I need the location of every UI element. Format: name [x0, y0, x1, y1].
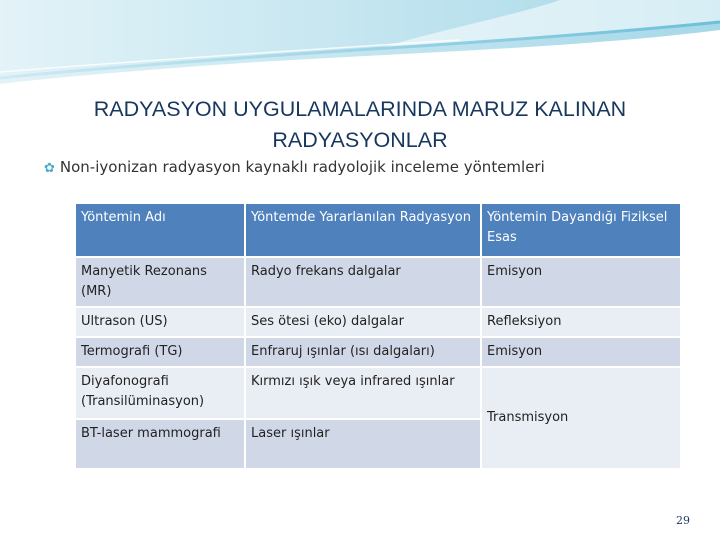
table-cell: Termografi (TG) [75, 337, 245, 367]
table-cell: Emisyon [481, 337, 681, 367]
table-row [75, 307, 681, 337]
table-cell-merged: Transmisyon [481, 367, 681, 469]
table-cell: Laser ışınlar [245, 419, 481, 469]
curl-bullet-icon: ✿ [44, 161, 55, 176]
header-cell-radiation-used: Yöntemde Yararlanılan Radyasyon [245, 203, 481, 257]
table-cell: Ses ötesi (eko) dalgalar [245, 307, 481, 337]
table-cell: Enfraruj ışınlar (ısı dalgaları) [245, 337, 481, 367]
table-row [75, 337, 681, 367]
slide-title [30, 94, 690, 156]
table-cell: Refleksiyon [481, 307, 681, 337]
header-cell-physical-basis: Yöntemin Dayandığı Fiziksel Esas [481, 203, 681, 257]
table-row [75, 367, 681, 419]
header-cell-method-name: Yöntemin Adı [75, 203, 245, 257]
page-number: 29 [676, 514, 690, 527]
table-cell: Diyafonografi (Transilüminasyon) [75, 367, 245, 419]
table-cell: Radyo frekans dalgalar [245, 257, 481, 307]
methods-table [74, 202, 682, 470]
table-cell: BT-laser mammografi [75, 419, 245, 469]
table-cell: Manyetik Rezonans (MR) [75, 257, 245, 307]
table-header-row [75, 203, 681, 257]
table-cell: Ultrason (US) [75, 307, 245, 337]
table-cell: Emisyon [481, 257, 681, 307]
slide-title-line-2: RADYASYONLAR [272, 128, 448, 153]
decorative-wave-banner [0, 0, 720, 90]
bullet-item [44, 158, 684, 176]
bullet-text: Non-iyonizan radyasyon kaynaklı radyolojik inceleme yöntemleri [59, 158, 545, 176]
slide-title-line-1: RADYASYON UYGULAMALARINDA MARUZ KALINAN [93, 97, 627, 122]
table-row [75, 257, 681, 307]
table-cell: Kırmızı ışık veya infrared ışınlar [245, 367, 481, 419]
